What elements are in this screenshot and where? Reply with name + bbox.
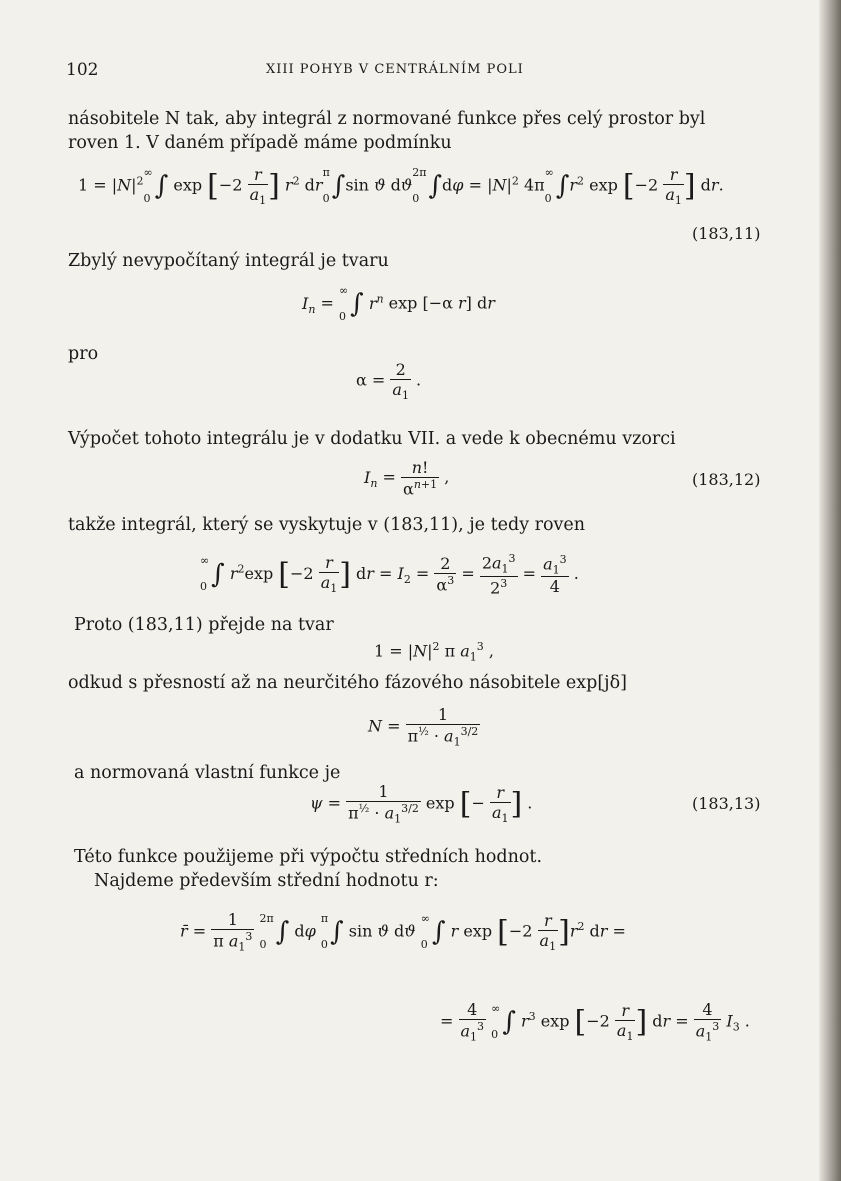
page-number: 102 xyxy=(66,60,99,80)
equation-label: (183,13) xyxy=(692,794,761,813)
equation-label: (183,12) xyxy=(692,470,761,489)
paragraph-line: takže integrál, který se vyskytuje v (183,11), je tedy roven xyxy=(68,515,586,535)
paragraph-line: a normovaná vlastní funkce je xyxy=(74,763,341,783)
equation-In-result: $I_n$ = $\frac{n!}{\alpha^{n+1}}$ , xyxy=(364,458,450,499)
paragraph-line: násobitele N tak, aby integrál z normované funkce přes celý prostor byl xyxy=(68,109,706,129)
equation-In-definition: $I_n$ = ∞ 0 ∫ $r^n$ exp [−α r] dr xyxy=(302,284,495,323)
equation-label: (183,11) xyxy=(692,224,761,243)
equation-mean-r-1: r̄ = $\frac{1}{\pi a_1^3}$ 2π 0 ∫ dφ π 0 ∫ sin ϑ dϑ ∞ 0 ∫ r exp [−2 $\frac{r}{a_1}$ ]$r^2$ dr = xyxy=(180,910,626,954)
equation-mean-r-2: = $\frac{4}{a_1^3}$ ∞ 0 ∫ $r^3$ exp [−2 $\frac{r}{a_1}$ ] dr = $\frac{4}{a_1^3}$ $I_3$ . xyxy=(440,1000,750,1044)
paragraph-line: Proto (183,11) přejde na tvar xyxy=(74,615,334,635)
equation-normalization: $1 = |N|^2$ ∞ 0 ∫ exp [−2 $\frac{r}{a_1}$ ] $r^2$ dr π 0 ∫sin ϑ dϑ 2π 0 $\int d\varphi = |N|^2$ 4π ∞ 0 $\int r^2$ exp [−2 $\frac{r}{a_1}$ ] dr. xyxy=(78,165,724,208)
equation-psi: ψ = $\frac{1}{\pi^{\frac{1}{2}} \cdot a_1^{3/2}}$ exp [− $\frac{r}{a_1}$ ] . xyxy=(310,782,533,826)
paragraph-line: Najdeme především střední hodnotu r: xyxy=(94,871,439,891)
page-edge-shadow xyxy=(819,0,841,1181)
paragraph-line: Výpočet tohoto integrálu je v dodatku VII. a vede k obecnému vzorci xyxy=(68,429,676,449)
chapter-title: XIII POHYB V CENTRÁLNÍM POLI xyxy=(266,62,524,77)
paragraph-line: roven 1. V daném případě máme podmínku xyxy=(68,133,452,153)
equation-N: N = $\frac{1}{\pi^{\frac{1}{2}} \cdot a_1^{3/2}}$ xyxy=(368,705,479,749)
paragraph-line: odkud s přesností až na neurčitého fázového násobitele exp[jδ] xyxy=(68,673,627,693)
equation-I2: ∞ 0 ∫ $r^2\exp$ [−2 $\frac{r}{a_1}$ ] dr = $I_2$ = $\frac{2}{\alpha^3}$ = $\frac{2a_1^3}{2^3}$ = $\frac{a_1^3}{4}$ . xyxy=(200,552,579,597)
paragraph-line: pro xyxy=(68,344,99,364)
equation-alpha: α = $\frac{2}{a_1}$ . xyxy=(356,360,422,403)
paragraph-line: Zbylý nevypočítaný integrál je tvaru xyxy=(68,251,389,271)
paragraph-line: Této funkce použijeme při výpočtu středních hodnot. xyxy=(74,847,543,867)
equation-normalization-result: $1 = |N|^2$ π $a_1^3$ , xyxy=(374,640,494,664)
